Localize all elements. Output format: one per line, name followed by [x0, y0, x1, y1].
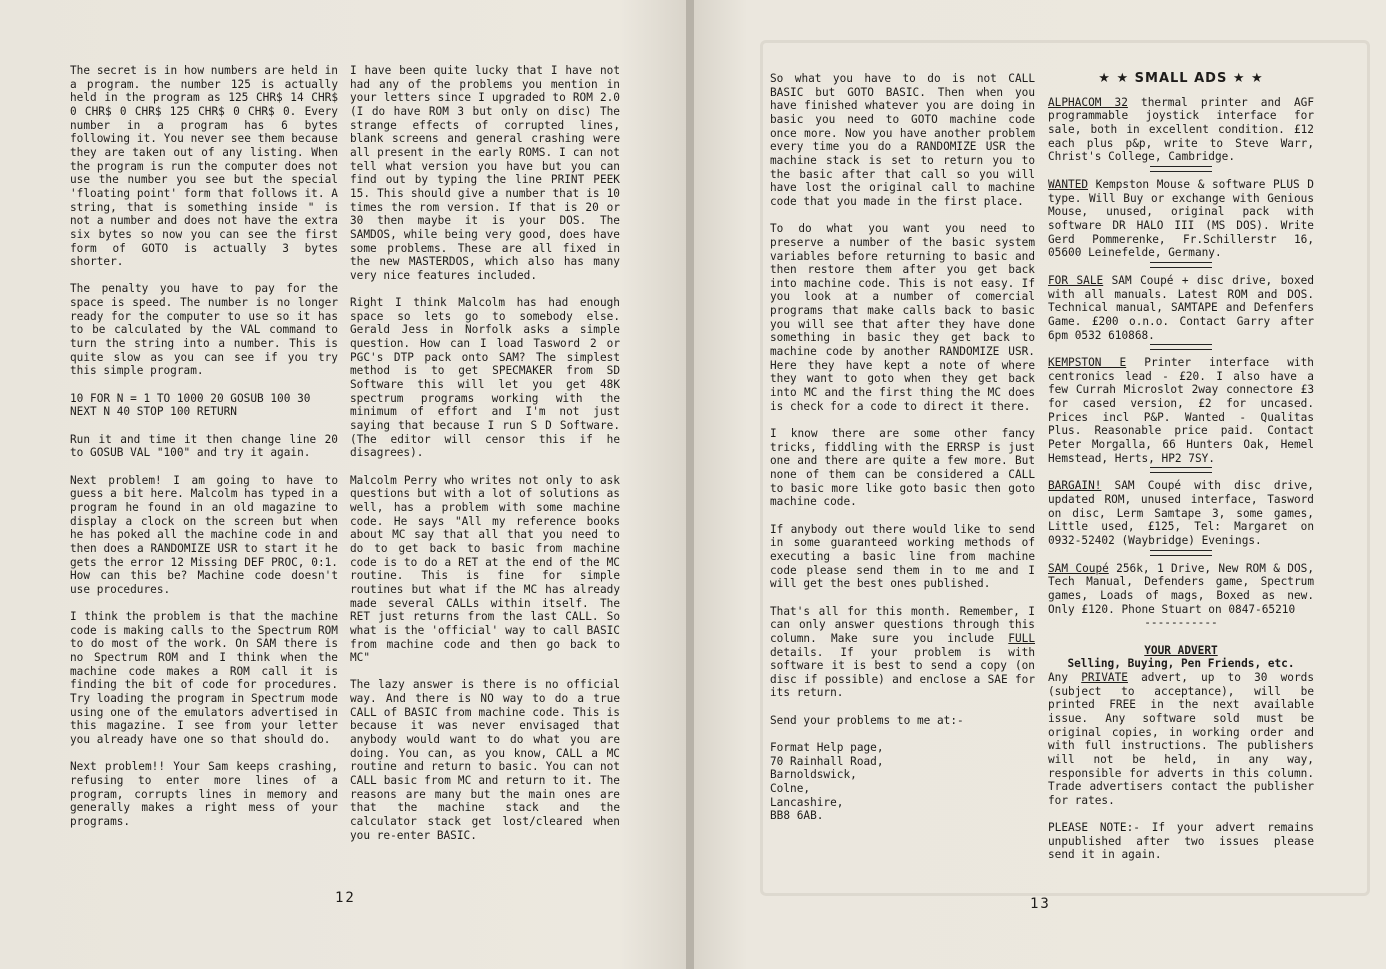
address-block — [770, 741, 1035, 823]
ad-text: Printer interface with centronics lead - £20. I also have a few Currah Microslot 2way connectore £3 for cased version, £2 for uncased. Prices incl P&P. Wanted - Qualitas Plus. Reasonable price paid. Contact Peter Morgalla, 66 Hunters Oak, Hemel Hemstead, Herts, HP2 7SY. — [1048, 356, 1314, 465]
paragraph: Next problem! I am going to have to guess a bit here. Malcolm has typed in a program he found in an old magazine to display a clock on the screen but when he has poked all the machine code in and then does a RANDOMIZE USR to start it he gets the error 12 Missing DEF PROC, 0:1. How can this be? Machine code doesn't use procedures. — [70, 473, 338, 596]
divider — [1150, 166, 1212, 172]
paragraph: I think the problem is that the machine code is making calls to the Spectrum ROM to do most of the work. On SAM there is no Spectrum ROM and I think when the machine code makes a ROM call it is finding the bit of code for procedures. Try loading the program in Spectrum mode using one of the emulators advertised in this magazine. I see from your letter you already have one so that should do. — [70, 610, 338, 747]
book-gutter — [686, 0, 694, 969]
ad-head: FOR SALE — [1048, 273, 1104, 287]
paragraph: I have been quite lucky that I have not had any of the problems you mention in your letters since I upgraded to ROM 2.0 (I do have ROM 3 but only on disc) The strange effects of corrupted lines, blank screens and general crashing were all present in the early ROMS. I can not tell what version you have but you can find out by typing the line PRINT PEEK 15. This should give a number that is 10 times the rom version. If that is 20 or 30 then maybe it is your DOS. The SAMDOS, while being very good, does have some problems. These are all fixed in the new MASTERDOS, which also has many very nice features included. — [350, 64, 620, 282]
ad-text: SAM Coupé + disc drive, boxed with all manuals. Latest ROM and DOS. Technical manual, SAMTAPE and Defenfers Game. £200 o.n.o. Contact Garry after 6pm 0532 610868. — [1048, 273, 1315, 342]
ad-head: SAM Coupé — [1048, 561, 1109, 575]
paragraph: That's all for this month. Remember, I can only answer questions through this column. Make sure you include FULL details. If your problem is with software it is best to send a copy (on disc if possible) and enclose a SAE for its return. — [770, 604, 1035, 700]
small-ads-column — [1048, 72, 1314, 876]
small-ads-title: ★ ★ SMALL ADS ★ ★ — [1098, 71, 1264, 86]
paragraph: Run it and time it then change line 20 to GOSUB VAL "100" and try it again. — [70, 432, 338, 460]
ad — [1048, 356, 1314, 465]
divider — [1150, 550, 1212, 556]
page-number-left: 12 — [335, 890, 356, 906]
paragraph: If anybody out there would like to send in some guaranteed working methods of executing a basic line from machine code please send them in to me and I will get the best ones published. — [770, 522, 1035, 591]
ad-text: thermal printer and AGF programmable joystick interface for sale, both in excellent condition. £12 each plus p&p, write to Steve Warr, Christ's College, Cambridge. — [1048, 95, 1314, 164]
ad — [1048, 274, 1314, 342]
left-column-1 — [70, 64, 338, 842]
divider — [1150, 344, 1212, 350]
left-column-2 — [350, 64, 620, 856]
your-advert-title: YOUR ADVERT — [1144, 643, 1218, 657]
paragraph: Send your problems to me at:- — [770, 713, 964, 727]
ad-text: SAM Coupé with disc drive, updated ROM, unused interface, Tasword on disc, Lerm Samtape 3, some games, Little used, £125, Tel: Margaret on 0932-52402 (Waybridge) Evenings. — [1048, 479, 1314, 548]
ad-text: 256k, 1 Drive, New ROM & DOS, Tech Manual, Defenders game, Spectrum games, Loads of mags, Boxed as new. Only £120. Phone Stuart on 0847-65210 — [1048, 561, 1314, 616]
address-line: Lancashire, — [770, 795, 844, 809]
ad-text: Kempston Mouse & software PLUS D type. Will Buy or exchange with Genious Mouse, unused, original pack with software DR HALO III (MS DOS). Write Gerd Pommerenke, Fr.Schillerstr 16, 05600 Leinefelde, Germany. — [1048, 177, 1314, 260]
ad — [1048, 479, 1314, 547]
address-line: Format Help page, — [770, 741, 884, 755]
please-note: PLEASE NOTE:- If your advert remains unpublished after two issues please send it in again. — [1048, 821, 1314, 862]
text-fragment: Any — [1048, 670, 1082, 684]
paragraph: I know there are some other fancy tricks, fiddling with the ERRSP is just one and there are quite a few more. But none of them can be considered a CALL to basic more like goto basic then goto machine code. — [770, 427, 1035, 509]
emphasis-full: FULL — [1008, 631, 1035, 645]
page-number-right: 13 — [1030, 896, 1051, 912]
ad-head: KEMPSTON E — [1048, 356, 1127, 370]
paragraph: Malcolm Perry who writes not only to ask questions but with a lot of solutions as well, has a problem with some machine code. He says "All my reference books about MC say that all that you need to do to get back to basic from machine code is to do a RET at the end of the MC routine. This is fine for simple routines but what if the MC has already made several CALLs within itself. The RET just returns from the last CALL. So what is the 'official' way to call BASIC from machine code and then go back to MC" — [350, 473, 620, 665]
divider — [1150, 262, 1212, 268]
ad — [1048, 178, 1314, 260]
address-line: Colne, — [770, 782, 811, 796]
ad-head: WANTED — [1048, 177, 1089, 191]
private-word: PRIVATE — [1081, 670, 1128, 684]
right-column-1 — [770, 72, 1035, 823]
ad-head: BARGAIN! — [1048, 479, 1102, 493]
address-line: 70 Rainhall Road, — [770, 754, 884, 768]
paragraph: To do what you want you need to preserve a number of the basic system variables before returning to basic and then restore them after you get back into machine code. This is not easy. If you look at a number of comercial programs that make calls back to basic you will see that after they have done something in basic they get back to machine code by another RANDOMIZE USR. Here they have kept a note of where they want to goto when they get back into MC and the first thing the MC does is check for a code to direct it there. — [770, 222, 1035, 413]
divider — [1150, 467, 1212, 473]
paragraph: The secret is in how numbers are held in a program. the number 125 is actually held in the program as 125 CHR$ 14 CHR$ 0 CHR$ 0 CHR$ 125 CHR$ 0 CHR$ 0. Every number in a program has 6 bytes following it. You never see them because they are taken out of any listing. When the program is run the computer does not use the number you see but the special 'floating point' form that follows it. A string, that is something inside " is not a number and does not have the extra six bytes so now you can see the first form of GOTO is actually 3 bytes shorter. — [70, 64, 338, 269]
your-advert-subtitle: Selling, Buying, Pen Friends, etc. — [1067, 657, 1295, 671]
your-advert-text — [1048, 671, 1314, 808]
paragraph: So what you have to do is not CALL BASIC but GOTO BASIC. Then when you have finished whatever you are doing in basic you need to GOTO machine code once more. Now you have another problem every time you do a RANDOMIZE USR the machine stack is set to return you to the basic after that call so you will have lost the original call to machine code that you made in the first place. — [770, 72, 1035, 208]
code-listing: 10 FOR N = 1 TO 1000 20 GOSUB 100 30 NEXT N 40 STOP 100 RETURN — [70, 391, 311, 419]
paragraph: Next problem!! Your Sam keeps crashing, refusing to enter more lines of a program, corrupts lines in memory and generally makes a right mess of your programs. — [70, 760, 338, 828]
address-line: BB8 6AB. — [770, 809, 824, 823]
ad — [1048, 562, 1314, 617]
address-line: Barnoldswick, — [770, 768, 857, 782]
paragraph: The penalty you have to pay for the space is speed. The number is no longer ready for the computer to use so it has to be calculated by the VAL command to turn the string into a number. This is quite slow as you can see if you try this simple program. — [70, 282, 338, 378]
paragraph: The lazy answer is there is no official way. And there is NO way to do a true CALL of BASIC from machine code. This is because it was never envisaged that anybody would want to do what you are doing. You can, as you know, CALL a MC routine and return to basic. You can not CALL basic from MC and return to it. The reasons are many but the main ones are that the machine stack and the calculator stack get lost/cleared when you re-enter BASIC. — [350, 678, 620, 842]
paragraph: Right I think Malcolm has had enough space so lets go to somebody else. Gerald Jess in Norfolk asks a simple question. How can I load Tasword 2 or PGC's DTP pack onto SAM? The simplest method is to get SPECMAKER from SD Software this will let you get 48K spectrum programs working with the minimum of effort and I'm not just saying that because I run S D Software. (The editor will censor this if he disagrees). — [350, 296, 620, 460]
ad — [1048, 96, 1314, 164]
text-fragment: advert, up to 30 words (subject to acceptance), will be printed FREE in the next available issue. Any software sold must be original copies, in working order and with full instructions. The publishers will not be held, in any way, responsible for adverts in this column. Trade advertisers contact the publisher for rates. — [1048, 670, 1314, 807]
ad-head: ALPHACOM 32 — [1048, 95, 1128, 109]
dash-separator: ----------- — [1144, 616, 1218, 630]
